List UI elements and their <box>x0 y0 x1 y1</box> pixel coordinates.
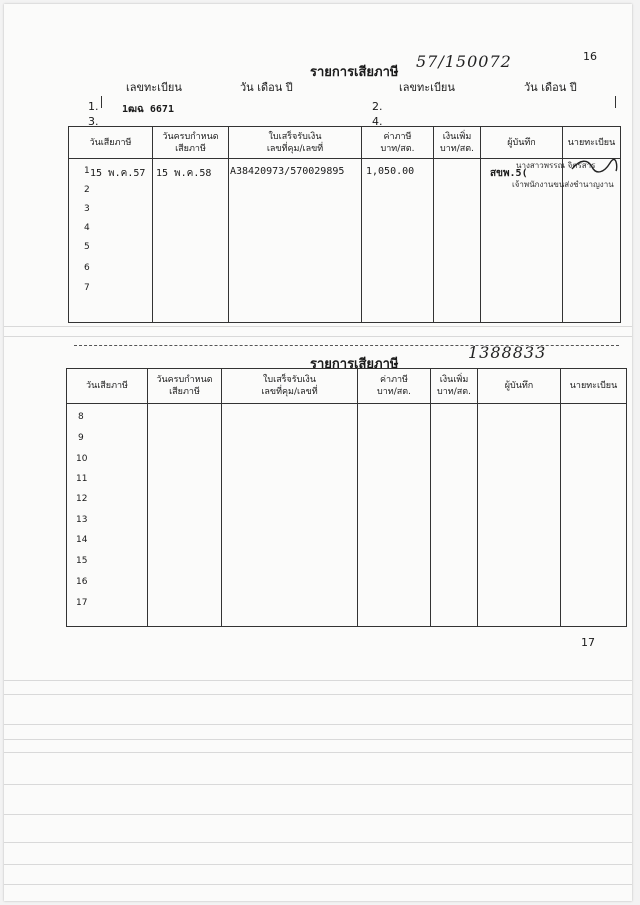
entry-recorder: สขพ.5( <box>490 168 528 179</box>
reg-row-1-num: 1. <box>88 100 99 113</box>
row-number: 3 <box>84 204 90 214</box>
date-right-label: วัน เดือน ปี <box>524 81 577 94</box>
col-header: ผู้บันทึก <box>478 369 561 404</box>
body-cell <box>229 159 362 323</box>
document-page <box>4 4 632 901</box>
entry-due-date: 15 พ.ค.58 <box>156 168 212 179</box>
tick-mark <box>615 96 616 108</box>
row-number: 10 <box>76 454 88 464</box>
tick-mark <box>101 96 102 108</box>
body-cell <box>561 404 627 627</box>
registrar-stamp-line2: เจ้าพนักงานขนส่งชำนาญงาน <box>512 180 614 189</box>
page-number-top: 16 <box>583 50 597 63</box>
registrar-stamp-line1: นางสาวพรรณ จิตรสาร <box>516 161 596 170</box>
row-number: 4 <box>84 223 90 233</box>
row-number: 1 <box>84 166 90 176</box>
col-header: เงินเพิ่ม บาท/สต. <box>431 369 478 404</box>
reg-right-label: เลขทะเบียน <box>399 81 455 94</box>
col-header: นายทะเบียน <box>563 127 621 159</box>
col-header: วันครบกำหนด เสียภาษี <box>153 127 229 159</box>
body-cell <box>222 404 358 627</box>
row-number: 5 <box>84 242 90 252</box>
section1-title: รายการเสียภาษี <box>310 65 399 80</box>
body-cell <box>362 159 434 323</box>
col-header: วันเสียภาษี <box>69 127 153 159</box>
col-header: นายทะเบียน <box>561 369 627 404</box>
col-header: ค่าภาษี บาท/สต. <box>358 369 431 404</box>
body-cell <box>69 159 153 323</box>
row-number: 11 <box>76 474 88 484</box>
col-header: ใบเสร็จรับเงิน เลขที่คุม/เลขที่ <box>229 127 362 159</box>
row-number: 2 <box>84 185 90 195</box>
col-header: วันเสียภาษี <box>67 369 148 404</box>
tax-table-2 <box>66 368 627 627</box>
col-header: ใบเสร็จรับเงิน เลขที่คุม/เลขที่ <box>222 369 358 404</box>
col-header: ผู้บันทึก <box>481 127 563 159</box>
entry-receipt: A38420973/570029895 <box>230 166 345 177</box>
row-number: 13 <box>76 515 88 525</box>
section2-title: รายการเสียภาษี <box>310 357 399 372</box>
col-header: ค่าภาษี บาท/สต. <box>362 127 434 159</box>
body-cell <box>431 404 478 627</box>
tax-table-1 <box>68 126 621 323</box>
row-number: 6 <box>84 263 90 273</box>
date-left-label: วัน เดือน ปี <box>240 81 293 94</box>
row-number: 8 <box>78 412 84 422</box>
page-number-bottom: 17 <box>581 636 595 649</box>
row-number: 16 <box>76 577 88 587</box>
col-header: วันครบกำหนด เสียภาษี <box>148 369 222 404</box>
body-cell <box>153 159 229 323</box>
reg-left-label: เลขทะเบียน <box>126 81 182 94</box>
entry-tax: 1,050.00 <box>366 166 415 177</box>
section1-handwritten-code: 57/150072 <box>416 52 512 71</box>
reg-row-4-num: 4. <box>372 115 383 128</box>
reg-row-2-num: 2. <box>372 100 383 113</box>
row-number: 15 <box>76 556 88 566</box>
reg-row-3-num: 3. <box>88 115 99 128</box>
body-cell <box>358 404 431 627</box>
reg-row-1-value: 1ฒฉ 6671 <box>122 104 174 115</box>
col-header: เงินเพิ่ม บาท/สต. <box>434 127 481 159</box>
row-number: 12 <box>76 494 88 504</box>
section2-handwritten-code: 1388833 <box>468 343 547 362</box>
signature-scribble <box>570 157 620 175</box>
body-cell <box>434 159 481 323</box>
body-cell <box>148 404 222 627</box>
body-cell <box>478 404 561 627</box>
row-number: 17 <box>76 598 88 608</box>
row-number: 9 <box>78 433 84 443</box>
row-number: 14 <box>76 535 88 545</box>
row-number: 7 <box>84 283 90 293</box>
entry-paid-date: 15 พ.ค.57 <box>90 168 146 179</box>
